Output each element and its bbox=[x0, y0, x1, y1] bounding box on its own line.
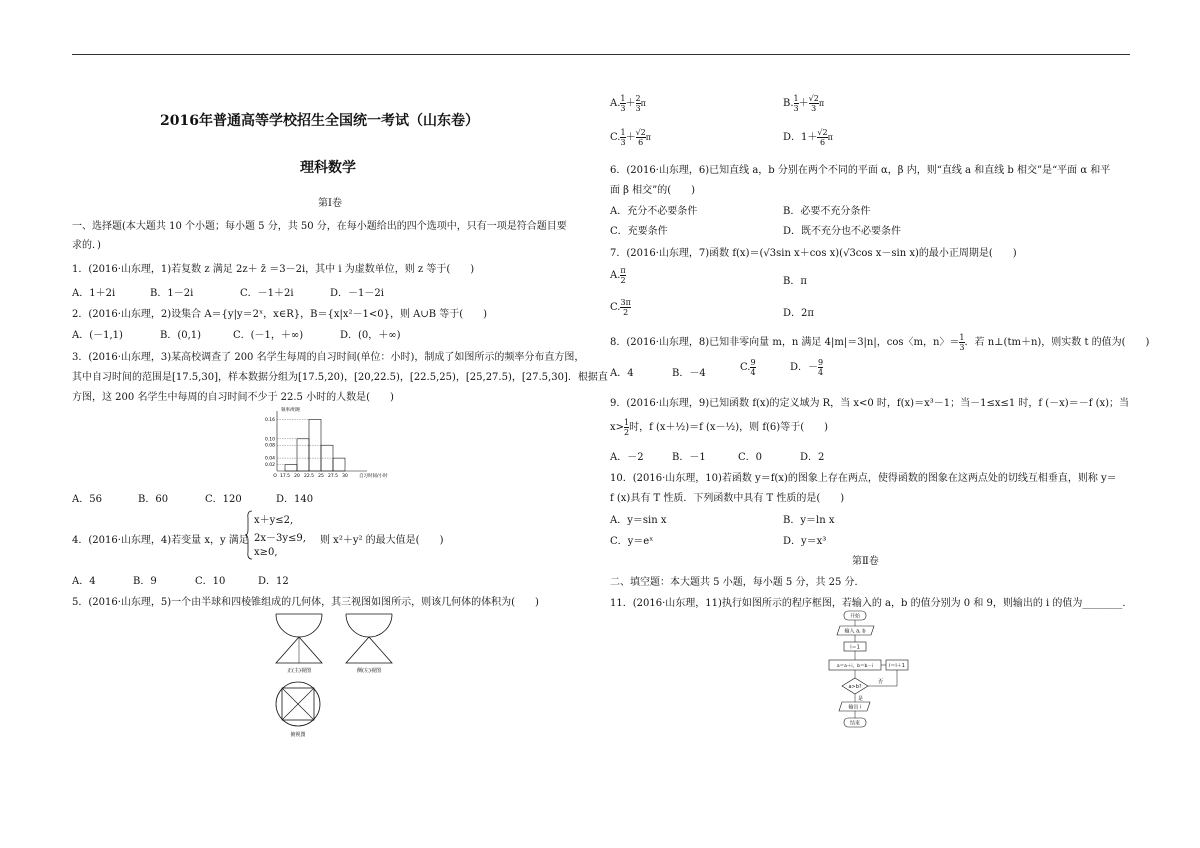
q1-option-c: C．－1＋2i bbox=[240, 288, 294, 299]
section1-line1: 一、选择题(本大题共 10 个小题；每小题 5 分，共 50 分，在每小题给出的四个选项中，只有一项是符合题目要 bbox=[72, 221, 567, 232]
q2-option-a: A．(－1,1) bbox=[72, 330, 123, 341]
q1-option-b: B．1－2i bbox=[150, 288, 194, 299]
x-tick-label: 25 bbox=[318, 474, 324, 479]
exam-subject: 理科数学 bbox=[300, 160, 356, 176]
q3-option-b: B．60 bbox=[138, 494, 169, 505]
q4-constraint-3: x≥0, bbox=[254, 547, 278, 558]
histogram-bar bbox=[297, 439, 309, 471]
q9-option-d: D．2 bbox=[800, 452, 825, 463]
q9-line1: 9．(2016·山东理，9)已知函数 f(x)的定义域为 R，当 x<0 时，f(x)＝x³－1；当－1≤x≤1 时，f (－x)＝－f (x)；当 bbox=[610, 398, 1130, 409]
q10-option-b: B．y＝ln x bbox=[783, 515, 835, 526]
q6-option-a: A．充分不必要条件 bbox=[610, 206, 698, 217]
flowchart-condition-label: a>b? bbox=[848, 684, 862, 690]
x-tick-label: 22.5 bbox=[303, 474, 315, 479]
x-tick-label: 27.5 bbox=[327, 474, 339, 479]
q3-option-c: C．120 bbox=[205, 494, 242, 505]
q2-option-b: B．(0,1) bbox=[160, 330, 202, 341]
q3-line1: 3．(2016·山东理，3)某高校调查了 200 名学生每周的自习时间(单位：小时)，制成了如图所示的频率分布直方图， bbox=[72, 352, 585, 363]
q9-option-c: C．0 bbox=[738, 452, 763, 463]
q4-constraint-1: x＋y≤2, bbox=[254, 515, 294, 526]
side-view-figure bbox=[340, 606, 398, 676]
flowchart-input-label: 输入 a, b bbox=[844, 628, 866, 635]
histogram-bar bbox=[285, 465, 297, 471]
q5-stem: 5．(2016·山东理，5)一个由半球和四棱锥组成的几何体，其三视图如图所示，则该几何体的体积为( ) bbox=[72, 597, 539, 608]
q10-line2: f (x)具有 T 性质．下列函数中具有 T 性质的是( ) bbox=[610, 493, 845, 504]
q1-stem: 1．(2016·山东理，1)若复数 z 满足 2z＋ z̄ ＝3－2i，其中 i 为虚数单位，则 z 等于( ) bbox=[72, 264, 475, 275]
x-tick-label: 17.5 bbox=[279, 474, 291, 479]
q8-stem: 8．(2016·山东理，8)已知非零向量 m，n 满足 4|m|＝3|n|，cos〈m，n〉＝ $\frac{1}{3}$ ．若 n⊥(tm＋n)，则实数 t 的值为( ) bbox=[610, 333, 1150, 352]
q10-option-c: C．y＝eˣ bbox=[610, 536, 654, 547]
flowchart-end-label: 结束 bbox=[849, 720, 861, 727]
q4-option-d: D．12 bbox=[258, 576, 289, 587]
q9-option-b: B．－1 bbox=[672, 452, 706, 463]
q4-stem-b: 则 x²＋y² 的最大值是( ) bbox=[320, 535, 444, 546]
q10-line1: 10．(2016·山东理，10)若函数 y＝f(x)的图象上存在两点，使得函数的图象在这两点处的切线互相垂直，则称 y＝ bbox=[610, 473, 1117, 484]
y-tick-label: 0.02 bbox=[264, 463, 275, 469]
section1-line2: 求的．) bbox=[72, 240, 101, 251]
q6-line1: 6．(2016·山东理，6)已知直线 a，b 分别在两个不同的平面 α，β 内，则“直线 a 和直线 b 相交”是“平面 α 和平 bbox=[610, 165, 1111, 176]
top-view-label: 俯视图 bbox=[290, 732, 306, 738]
section2-heading: 二、填空题：本大题共 5 小题，每小题 5 分，共 25 分． bbox=[610, 577, 865, 588]
flowchart-start-label: 开始 bbox=[849, 613, 861, 620]
q6-option-d: D．既不充分也不必要条件 bbox=[783, 226, 902, 237]
x-tick-label: 20 bbox=[294, 474, 300, 479]
part1-heading: 第Ⅰ卷 bbox=[318, 198, 342, 209]
q10-option-a: A．y＝sin x bbox=[610, 515, 667, 526]
q3-option-d: D．140 bbox=[276, 494, 314, 505]
x-tick-label: O bbox=[273, 474, 277, 479]
q5-option-b: B. $\frac{1}{3}$ ＋ $\frac{√2}{3}$ π bbox=[783, 94, 825, 113]
q8-option-c: C. $\frac{9}{4}$ bbox=[740, 358, 756, 377]
q9-line2: x> $\frac{1}{2}$ 时，f (x＋½)＝f (x－½)，则 f(6)等于( ) bbox=[610, 418, 829, 437]
q7-option-c: C. $\frac{3\pi}{2}$ bbox=[610, 298, 631, 317]
flowchart-increment-label: i＝i＋1 bbox=[889, 663, 905, 669]
x-axis-label: 自习时间/小时 bbox=[359, 474, 388, 479]
q1-option-a: A．1＋2i bbox=[72, 288, 116, 299]
system-brace bbox=[245, 510, 253, 560]
y-tick-label: 0.04 bbox=[264, 456, 275, 462]
front-view-label: 正(主)视图 bbox=[287, 668, 311, 674]
histogram-chart bbox=[255, 405, 415, 487]
side-view-label: 侧(左)视图 bbox=[357, 668, 381, 674]
top-view-figure bbox=[272, 680, 324, 740]
front-view-figure bbox=[270, 606, 328, 676]
q5-option-c: C. $\frac{1}{3}$ ＋ $\frac{√2}{6}$ π bbox=[610, 128, 652, 147]
q8-option-d: D．－ $\frac{9}{4}$ bbox=[790, 358, 824, 377]
q9-option-a: A．－2 bbox=[610, 452, 644, 463]
q4-option-b: B．9 bbox=[133, 576, 157, 587]
q2-option-c: C．(－1，＋∞) bbox=[233, 330, 304, 341]
y-tick-label: 0.08 bbox=[264, 443, 275, 449]
q3-option-a: A．56 bbox=[72, 494, 102, 505]
q6-line2: 面 β 相交”的( ) bbox=[610, 185, 696, 196]
y-tick-label: 0.16 bbox=[264, 417, 275, 423]
flowchart-update-label: a＝a＋i，b＝b－i bbox=[836, 664, 874, 669]
q6-option-c: C．充要条件 bbox=[610, 226, 668, 237]
q4-constraint-2: 2x－3y≤9, bbox=[254, 533, 306, 544]
q3-line2: 其中自习时间的范围是[17.5,30]，样本数据分组为[17.5,20)，[20,22.5)，[22.5,25)，[25,27.5)，[27.5,30]．根据直 bbox=[72, 372, 608, 383]
flowchart-no-label: 否 bbox=[878, 679, 884, 685]
q8-option-b: B．－4 bbox=[672, 368, 706, 379]
q5-option-d: D．1＋ $\frac{√2}{6}$ π bbox=[783, 128, 833, 147]
part2-heading: 第Ⅱ卷 bbox=[852, 556, 879, 567]
q6-option-b: B．必要不充分条件 bbox=[783, 206, 871, 217]
q7-option-a: A. $\frac{\pi}{2}$ bbox=[610, 266, 626, 285]
q3-line3: 方图，这 200 名学生中每周的自习时间不少于 22.5 小时的人数是( ) bbox=[72, 392, 394, 403]
x-tick-label: 30 bbox=[342, 474, 348, 479]
top-rule bbox=[72, 54, 1130, 55]
q11-stem: 11．(2016·山东理，11)执行如图所示的程序框图，若输入的 a，b 的值分别为 0 和 9，则输出的 i 的值为________． bbox=[610, 598, 1133, 609]
q10-option-d: D．y＝x³ bbox=[783, 536, 827, 547]
q7-option-d: D．2π bbox=[783, 308, 814, 319]
flowchart-output-label: 输出 i bbox=[848, 704, 862, 711]
q2-option-d: D．(0，＋∞) bbox=[340, 330, 401, 341]
q4-stem-a: 4．(2016·山东理，4)若变量 x，y 满足 bbox=[72, 535, 249, 546]
flowchart bbox=[820, 608, 920, 730]
q1-option-d: D．－1－2i bbox=[330, 288, 384, 299]
exam-title: 2016年普通高等学校招生全国统一考试（山东卷） bbox=[160, 113, 479, 129]
q8-option-a: A．4 bbox=[610, 368, 634, 379]
q2-stem: 2．(2016·山东理，2)设集合 A＝{y|y＝2ˣ，x∈R}，B＝{x|x²－1<0}，则 A∪B 等于( ) bbox=[72, 309, 488, 320]
flowchart-init-label: i＝1 bbox=[850, 644, 860, 651]
q4-option-a: A．4 bbox=[72, 576, 96, 587]
y-tick-label: 0.10 bbox=[264, 437, 275, 443]
y-axis-label: 频率/组距 bbox=[281, 408, 301, 413]
q7-stem: 7．(2016·山东理，7)函数 f(x)＝(√3sin x＋cos x)(√3cos x－sin x)的最小正周期是( ) bbox=[610, 248, 1017, 259]
q5-option-a: A. $\frac{1}{3}$ ＋ $\frac{2}{3}$ π bbox=[610, 94, 646, 113]
flowchart-yes-label: 是 bbox=[858, 696, 864, 702]
histogram-bar bbox=[333, 458, 345, 471]
q7-option-b: B．π bbox=[783, 276, 807, 287]
q4-option-c: C．10 bbox=[195, 576, 226, 587]
